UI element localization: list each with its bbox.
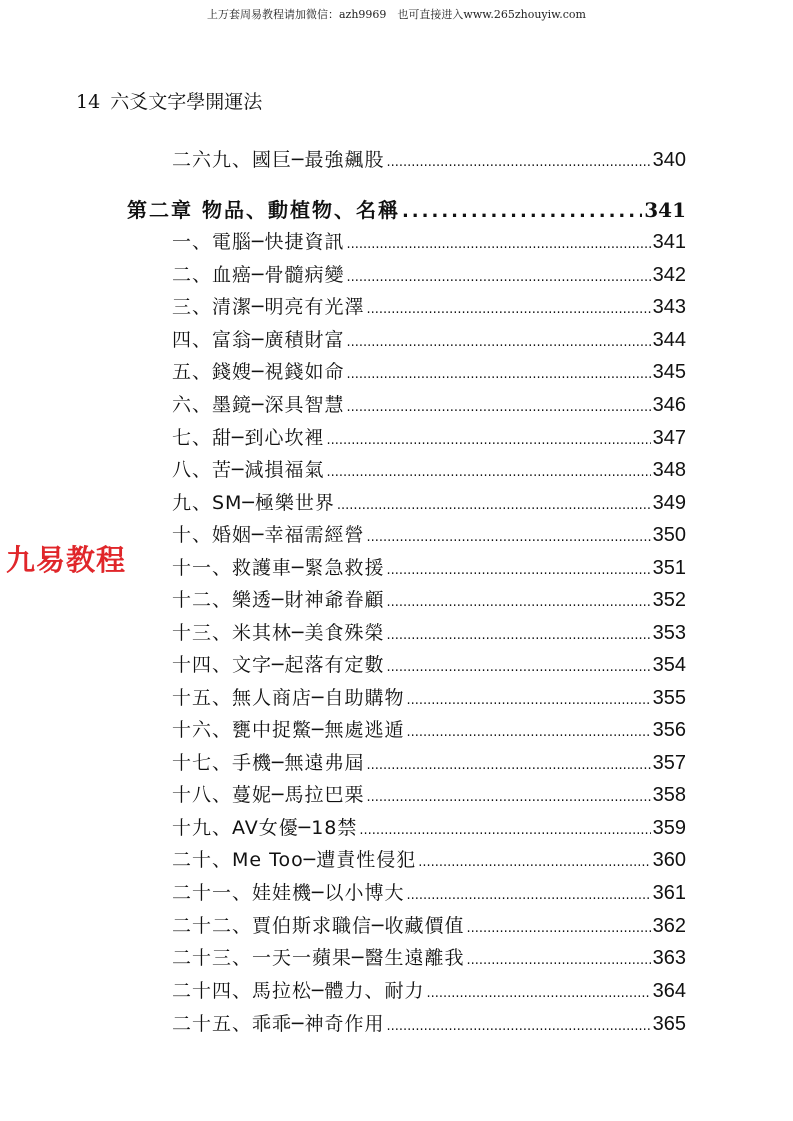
toc-entry[interactable] bbox=[172, 585, 686, 615]
toc-entry[interactable] bbox=[172, 390, 686, 420]
toc-entry-page: 349 bbox=[652, 492, 686, 514]
toc-entry-label: 十七、手機─無遠弗屆 bbox=[172, 752, 365, 774]
toc-entry-page: 346 bbox=[652, 394, 686, 416]
toc-entry-label: 十、婚姻─幸福需經營 bbox=[172, 524, 365, 546]
top-banner: 上万套周易教程请加微信：azh9969 也可直接进入www.265zhouyiw.com bbox=[206, 8, 586, 21]
toc-entry-page: 361 bbox=[652, 882, 686, 904]
toc-entry-page: 363 bbox=[652, 947, 686, 969]
toc-entry-label: 二十三、一天一蘋果─醫生遠離我 bbox=[172, 947, 465, 969]
toc-entry-page: 364 bbox=[652, 980, 686, 1002]
toc-entry[interactable] bbox=[172, 748, 686, 778]
toc-entry[interactable] bbox=[172, 813, 686, 843]
toc-entry[interactable] bbox=[172, 520, 686, 550]
dot-leader bbox=[366, 758, 650, 773]
toc-entry-page: 348 bbox=[652, 459, 686, 481]
toc-entry[interactable] bbox=[172, 145, 686, 175]
dot-leader bbox=[346, 270, 650, 285]
page-number: 14 bbox=[76, 91, 101, 113]
dot-leader bbox=[386, 595, 650, 610]
toc-entry-page: 352 bbox=[652, 589, 686, 611]
toc-entry[interactable] bbox=[172, 227, 686, 257]
toc-entry-page: 362 bbox=[652, 915, 686, 937]
dot-leader bbox=[418, 855, 650, 870]
dot-leader bbox=[386, 1019, 650, 1034]
toc-entry-label: 二十一、娃娃機─以小博大 bbox=[172, 882, 405, 904]
toc-entry-label: 二十五、乖乖─神奇作用 bbox=[172, 1013, 385, 1035]
dot-leader bbox=[386, 563, 650, 578]
toc-entry-label: 十三、米其林─美食殊榮 bbox=[172, 622, 385, 644]
toc-entry-page: 354 bbox=[652, 654, 686, 676]
toc-entry-page: 347 bbox=[652, 427, 686, 449]
dot-leader bbox=[406, 888, 650, 903]
toc-entry[interactable] bbox=[172, 357, 686, 387]
toc-entry-label: 三、清潔─明亮有光澤 bbox=[172, 296, 365, 318]
toc-entry[interactable] bbox=[172, 911, 686, 941]
toc-entry-page: 359 bbox=[652, 817, 686, 839]
dot-leader bbox=[366, 790, 650, 805]
toc-entry-page: 341 bbox=[652, 231, 686, 253]
toc-entry[interactable] bbox=[172, 780, 686, 810]
dot-leader bbox=[346, 335, 650, 350]
toc-entry-page: 355 bbox=[652, 687, 686, 709]
toc-entry-page: 351 bbox=[652, 557, 686, 579]
toc-entry[interactable] bbox=[172, 618, 686, 648]
toc-entry[interactable] bbox=[172, 878, 686, 908]
dot-leader bbox=[406, 693, 650, 708]
toc-entry-page: 343 bbox=[652, 296, 686, 318]
toc-entry-label: 二六九、國巨─最強飆股 bbox=[172, 149, 385, 171]
toc-entry-label: 十五、無人商店─自助購物 bbox=[172, 687, 405, 709]
toc-entry-label: 十九、AV女優─18禁 bbox=[172, 817, 358, 839]
dot-leader bbox=[406, 725, 650, 740]
toc-entry-page: 353 bbox=[652, 622, 686, 644]
dot-leader bbox=[326, 433, 650, 448]
toc-entry-page: 342 bbox=[652, 264, 686, 286]
toc-entry-page: 360 bbox=[652, 849, 686, 871]
toc-entry-page: 350 bbox=[652, 524, 686, 546]
toc-entry[interactable] bbox=[172, 553, 686, 583]
toc-entry[interactable] bbox=[172, 488, 686, 518]
toc-entry-label: 五、錢嫂─視錢如命 bbox=[172, 361, 345, 383]
toc-entry[interactable] bbox=[172, 423, 686, 453]
toc-entry[interactable] bbox=[172, 715, 686, 745]
toc-entry-label: 二十、Me Too─遭責性侵犯 bbox=[172, 849, 417, 871]
dot-leader bbox=[426, 986, 650, 1001]
toc-entry-page: 344 bbox=[652, 329, 686, 351]
chapter-page: 341 bbox=[644, 198, 686, 222]
toc-entry-label: 二十二、賈伯斯求職信─收藏價值 bbox=[172, 915, 465, 937]
toc-entry-label: 十一、救護車─緊急救援 bbox=[172, 557, 385, 579]
toc-chapter-heading[interactable] bbox=[127, 194, 686, 228]
toc-entry[interactable] bbox=[172, 455, 686, 485]
dot-leader bbox=[402, 201, 642, 222]
toc-entry-label: 十六、甕中捉鱉─無處逃遁 bbox=[172, 719, 405, 741]
toc-entry[interactable] bbox=[172, 260, 686, 290]
toc-entry[interactable] bbox=[172, 650, 686, 680]
toc-entry-label: 十八、蔓妮─馬拉巴栗 bbox=[172, 784, 365, 806]
dot-leader bbox=[346, 237, 650, 252]
toc-entry[interactable] bbox=[172, 325, 686, 355]
dot-leader bbox=[346, 367, 650, 382]
toc-entry[interactable] bbox=[172, 683, 686, 713]
watermark: 九易教程 bbox=[6, 543, 127, 577]
dot-leader bbox=[386, 155, 650, 170]
toc-entry-label: 九、SM─極樂世界 bbox=[172, 492, 335, 514]
dot-leader bbox=[366, 530, 650, 545]
toc-entry-page: 358 bbox=[652, 784, 686, 806]
toc-entry-label: 六、墨鏡─深具智慧 bbox=[172, 394, 345, 416]
toc-entry-page: 365 bbox=[652, 1013, 686, 1035]
dot-leader bbox=[359, 823, 650, 838]
dot-leader bbox=[386, 660, 650, 675]
toc-entry-page: 345 bbox=[652, 361, 686, 383]
dot-leader bbox=[386, 628, 650, 643]
toc-entry[interactable] bbox=[172, 976, 686, 1006]
toc-entry[interactable] bbox=[172, 943, 686, 973]
toc-entry-label: 十二、樂透─財神爺眷顧 bbox=[172, 589, 385, 611]
book-title: 六爻文字學開運法 bbox=[110, 91, 263, 113]
dot-leader bbox=[466, 953, 650, 968]
dot-leader bbox=[346, 400, 650, 415]
dot-leader bbox=[366, 302, 650, 317]
toc-entry[interactable] bbox=[172, 1009, 686, 1039]
toc-entry-label: 十四、文字─起落有定數 bbox=[172, 654, 385, 676]
toc-entry-page: 340 bbox=[652, 149, 686, 171]
dot-leader bbox=[326, 465, 650, 480]
toc-entry-label: 二十四、馬拉松─體力、耐力 bbox=[172, 980, 425, 1002]
toc-entry-label: 二、血癌─骨髓病變 bbox=[172, 264, 345, 286]
toc-entry-label: 一、電腦─快捷資訊 bbox=[172, 231, 345, 253]
toc-entry[interactable] bbox=[172, 292, 686, 322]
toc-entry-label: 七、甜─到心坎裡 bbox=[172, 427, 325, 449]
toc-entry-label: 四、富翁─廣積財富 bbox=[172, 329, 345, 351]
toc-entry[interactable] bbox=[172, 845, 686, 875]
chapter-title: 第二章 物品、動植物、名稱 bbox=[127, 198, 400, 222]
toc-entry-page: 357 bbox=[652, 752, 686, 774]
toc-entry-page: 356 bbox=[652, 719, 686, 741]
dot-leader bbox=[337, 498, 651, 513]
dot-leader bbox=[466, 921, 650, 936]
toc-entry-label: 八、苦─減損福氣 bbox=[172, 459, 325, 481]
